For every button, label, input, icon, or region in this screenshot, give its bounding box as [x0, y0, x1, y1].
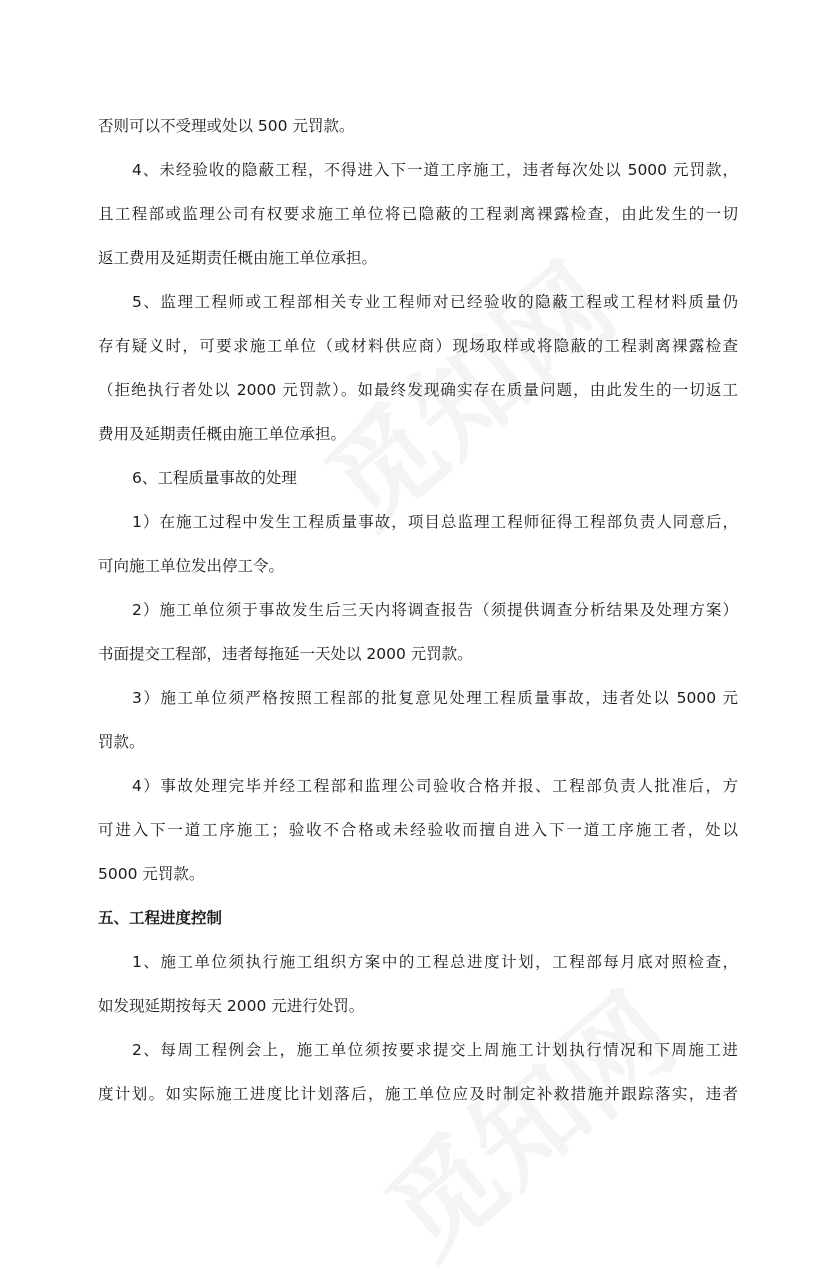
paragraph-line: 可进入下一道工序施工；验收不合格或未经验收而擅自进入下一道工序施工者，处以 [98, 820, 738, 839]
paragraph-line: 可向施工单位发出停工令。 [98, 556, 285, 575]
paragraph-line: 2）施工单位须于事故发生后三天内将调查报告（须提供调查分析结果及处理方案） [132, 600, 738, 619]
paragraph-line: 5、监理工程师或工程部相关专业工程师对已经验收的隐蔽工程或工程材料质量仍 [132, 292, 738, 311]
paragraph-line: 4）事故处理完毕并经工程部和监理公司验收合格并报、工程部负责人批准后，方 [132, 776, 738, 795]
chapter-heading: 五、工程进度控制 [98, 908, 223, 927]
paragraph-line: 度计划。如实际施工进度比计划落后，施工单位应及时制定补救措施并跟踪落实，违者 [98, 1084, 738, 1103]
paragraph-line: 书面提交工程部，违者每拖延一天处以 2000 元罚款。 [98, 644, 473, 663]
paragraph-line: 罚款。 [98, 732, 145, 751]
paragraph-line: 费用及延期责任概由施工单位承担。 [98, 424, 347, 443]
paragraph-line: 返工费用及延期责任概由施工单位承担。 [98, 248, 378, 267]
paragraph-line: 2、每周工程例会上，施工单位须按要求提交上周施工计划执行情况和下周施工进 [132, 1040, 738, 1059]
paragraph-line: 如发现延期按每天 2000 元进行处罚。 [98, 996, 365, 1015]
paragraph-line: 否则可以不受理或处以 500 元罚款。 [98, 116, 355, 135]
paragraph-line: 5000 元罚款。 [98, 864, 205, 883]
paragraph-line: 1）在施工过程中发生工程质量事故，项目总监理工程师征得工程部负责人同意后， [132, 512, 738, 531]
paragraph-line: 且工程部或监理公司有权要求施工单位将已隐蔽的工程剥离裸露检查，由此发生的一切 [98, 204, 738, 223]
paragraph-line: 1、施工单位须执行施工组织方案中的工程总进度计划，工程部每月底对照检查， [132, 952, 738, 971]
paragraph-line: 4、未经验收的隐蔽工程，不得进入下一道工序施工，违者每次处以 5000 元罚款， [132, 160, 738, 179]
paragraph-line: 存有疑义时，可要求施工单位（或材料供应商）现场取样或将隐蔽的工程剥离裸露检查 [98, 336, 738, 355]
paragraph-line: 3）施工单位须严格按照工程部的批复意见处理工程质量事故，违者处以 5000 元 [132, 688, 738, 707]
section-heading: 6、工程质量事故的处理 [132, 468, 297, 487]
paragraph-line: （拒绝执行者处以 2000 元罚款）。如最终发现确实存在质量问题，由此发生的一切返工 [98, 380, 738, 399]
